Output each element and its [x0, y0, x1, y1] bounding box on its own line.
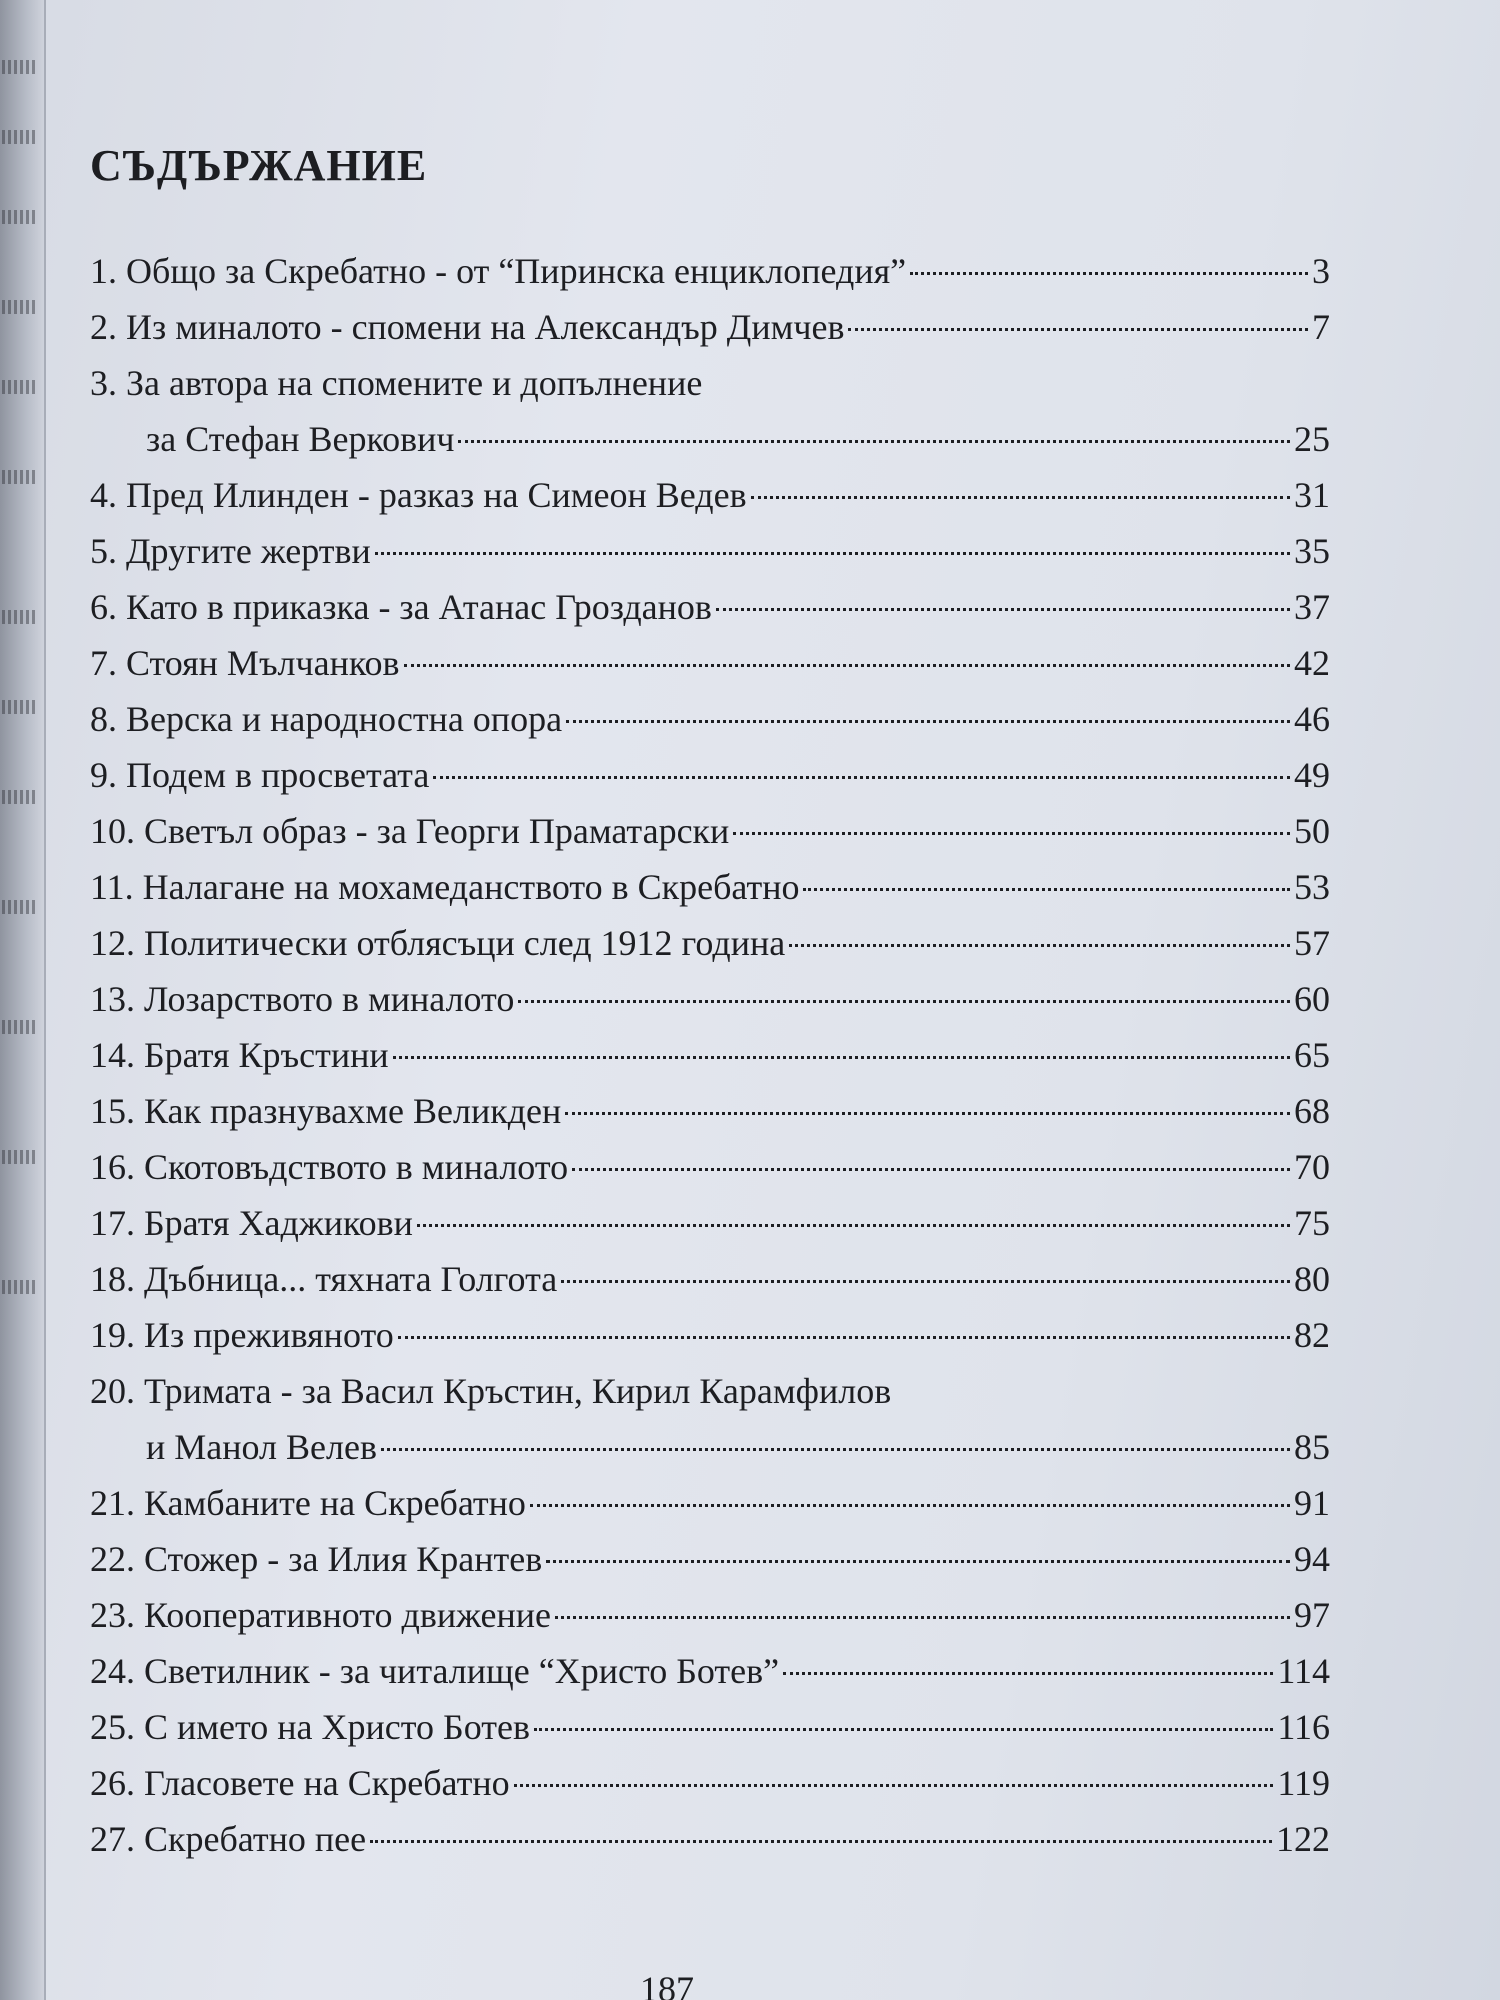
toc-entry-title: за Стефан Веркович	[146, 419, 455, 459]
toc-entry-page: 53	[1294, 867, 1330, 907]
toc-entry-line	[90, 1307, 1330, 1363]
toc-entry-page: 82	[1294, 1315, 1330, 1355]
dot-leader	[733, 832, 1290, 835]
toc-entry-title: 7. Стоян Мълчанков	[90, 643, 400, 683]
dot-leader	[370, 1840, 1272, 1843]
toc-entry	[90, 1475, 1330, 1531]
toc-entry-page: 49	[1294, 755, 1330, 795]
toc-entry-line	[90, 1811, 1330, 1867]
toc-entry-title: 19. Из преживяното	[90, 1315, 394, 1355]
dot-leader	[751, 496, 1290, 499]
edge-text-fragment	[2, 1020, 38, 1034]
toc-entry-page: 68	[1294, 1091, 1330, 1131]
toc-entry-title: 6. Като в приказка - за Атанас Грозданов	[90, 587, 712, 627]
dot-leader	[375, 552, 1290, 555]
dot-leader	[514, 1784, 1274, 1787]
toc-entry	[90, 915, 1330, 971]
toc-entry-line	[90, 691, 1330, 747]
toc-entry-line	[90, 747, 1330, 803]
toc-entry-continuation	[90, 1419, 1330, 1475]
toc-entry-line	[90, 635, 1330, 691]
toc-entry	[90, 1643, 1330, 1699]
toc-entry	[90, 1811, 1330, 1867]
toc-entry-line	[90, 1531, 1330, 1587]
toc-entry-line	[90, 355, 1330, 411]
toc-entry-line	[90, 579, 1330, 635]
edge-text-fragment	[2, 130, 38, 144]
dot-leader	[398, 1336, 1290, 1339]
toc-entry-page: 119	[1277, 1763, 1330, 1803]
toc-entry	[90, 1755, 1330, 1811]
toc-entry-page: 114	[1277, 1651, 1330, 1691]
edge-text-fragment	[2, 900, 38, 914]
dot-leader	[458, 440, 1290, 443]
toc-entry-title: 25. С името на Христо Ботев	[90, 1707, 530, 1747]
toc-entry-line	[90, 1195, 1330, 1251]
toc-entry	[90, 1251, 1330, 1307]
dot-leader	[848, 328, 1308, 331]
toc-entry-title: 5. Другите жертви	[90, 531, 371, 571]
toc-entry-page: 94	[1294, 1539, 1330, 1579]
dot-leader	[546, 1560, 1290, 1563]
dot-leader	[530, 1504, 1290, 1507]
toc-entry-title: 18. Дъбница... тяхната Голгота	[90, 1259, 558, 1299]
dot-leader	[783, 1672, 1273, 1675]
toc-entry-title: 24. Светилник - за читалище “Христо Ботев”	[90, 1651, 780, 1691]
toc-entry-page: 75	[1294, 1203, 1330, 1243]
toc-entry-line	[90, 1083, 1330, 1139]
toc-entry-line	[90, 1475, 1330, 1531]
toc-entry-title: 17. Братя Хаджикови	[90, 1203, 413, 1243]
edge-text-fragment	[2, 1280, 38, 1294]
dot-leader	[572, 1168, 1290, 1171]
edge-text-fragment	[2, 210, 38, 224]
toc-entry-title: 16. Скотовъдството в миналото	[90, 1147, 569, 1187]
toc-entry-line	[90, 299, 1330, 355]
dot-leader	[433, 776, 1290, 779]
edge-text-fragment	[2, 790, 38, 804]
toc-entry-page: 3	[1312, 251, 1330, 291]
toc-entry-title: 4. Пред Илинден - разказ на Симеон Ведев	[90, 475, 747, 515]
toc-entry-title: и Манол Велев	[146, 1427, 377, 1467]
dot-leader	[910, 272, 1308, 275]
toc-entry-line	[90, 859, 1330, 915]
toc-entry	[90, 523, 1330, 579]
dot-leader	[555, 1616, 1290, 1619]
toc-entry-line	[90, 1251, 1330, 1307]
toc-entry-title: 9. Подем в просветата	[90, 755, 430, 795]
toc-entry-page: 97	[1294, 1595, 1330, 1635]
dot-leader	[518, 1000, 1290, 1003]
toc-entry-title: 21. Камбаните на Скребатно	[90, 1483, 526, 1523]
dot-leader	[566, 720, 1290, 723]
toc-entry	[90, 635, 1330, 691]
toc-entry	[90, 1083, 1330, 1139]
dot-leader	[534, 1728, 1273, 1731]
toc-entry	[90, 1139, 1330, 1195]
edge-text-fragment	[2, 300, 38, 314]
toc-entry-line	[90, 1699, 1330, 1755]
toc-entry	[90, 971, 1330, 1027]
toc-entry	[90, 1195, 1330, 1251]
toc-entry-line	[90, 243, 1330, 299]
toc-entry-title: 3. За автора на спомените и допълнение	[90, 363, 703, 403]
toc-entry-title: 8. Верска и народностна опора	[90, 699, 563, 739]
toc-entry-title: 10. Светъл образ - за Георги Праматарски	[90, 811, 730, 851]
toc-entry-line	[90, 1643, 1330, 1699]
dot-leader	[404, 664, 1290, 667]
toc-entry-page: 46	[1294, 699, 1330, 739]
toc-entry-title: 22. Стожер - за Илия Крантев	[90, 1539, 543, 1579]
dot-leader	[561, 1280, 1290, 1283]
toc-entry	[90, 1307, 1330, 1363]
toc-entry	[90, 579, 1330, 635]
toc-entry-continuation	[90, 411, 1330, 467]
dot-leader	[565, 1112, 1290, 1115]
edge-text-fragment	[2, 380, 38, 394]
toc-entry	[90, 1027, 1330, 1083]
edge-text-fragment	[2, 700, 38, 714]
toc-entry	[90, 243, 1330, 299]
toc-entry	[90, 299, 1330, 355]
toc-entry-page: 116	[1277, 1707, 1330, 1747]
toc-entry-line	[90, 1139, 1330, 1195]
toc-entry	[90, 691, 1330, 747]
edge-text-fragment	[2, 470, 38, 484]
toc-entry	[90, 859, 1330, 915]
toc-entry-page: 57	[1294, 923, 1330, 963]
toc-entry-page: 91	[1294, 1483, 1330, 1523]
dot-leader	[381, 1448, 1290, 1451]
toc-entry-page: 70	[1294, 1147, 1330, 1187]
toc-entry-line	[90, 1587, 1330, 1643]
toc-heading: СЪДЪРЖАНИЕ	[90, 141, 428, 190]
edge-text-fragment	[2, 1150, 38, 1164]
toc-entry	[90, 747, 1330, 803]
toc-entry	[90, 1363, 1330, 1475]
adjacent-page-edge	[0, 0, 46, 2000]
dot-leader	[393, 1056, 1290, 1059]
toc-entry-line	[90, 803, 1330, 859]
toc-entry	[90, 467, 1330, 523]
toc-entry-page: 31	[1294, 475, 1330, 515]
toc-entry-line	[90, 1755, 1330, 1811]
dot-leader	[789, 944, 1290, 947]
toc-entry-page: 7	[1312, 307, 1330, 347]
toc-entry-page: 25	[1294, 419, 1330, 459]
toc-entry-page: 35	[1294, 531, 1330, 571]
toc-entry-title: 13. Лозарството в миналото	[90, 979, 515, 1019]
toc-entry	[90, 1531, 1330, 1587]
table-of-contents-page	[90, 140, 1330, 1867]
toc-entry-title: 20. Тримата - за Васил Кръстин, Кирил Карамфилов	[90, 1371, 892, 1411]
toc-entry	[90, 1587, 1330, 1643]
toc-entry-line	[90, 467, 1330, 523]
toc-entry-page: 65	[1294, 1035, 1330, 1075]
toc-entry-line	[90, 971, 1330, 1027]
toc-entry-title: 27. Скребатно пее	[90, 1819, 367, 1859]
toc-entry-page: 50	[1294, 811, 1330, 851]
toc-entry-title: 14. Братя Кръстини	[90, 1035, 389, 1075]
toc-entry-page: 60	[1294, 979, 1330, 1019]
toc-entry-page: 122	[1276, 1819, 1330, 1859]
toc-entry	[90, 803, 1330, 859]
dot-leader	[716, 608, 1290, 611]
toc-entry-page: 42	[1294, 643, 1330, 683]
toc-entry	[90, 355, 1330, 467]
toc-entry-title: 12. Политически отблясъци след 1912 година	[90, 923, 786, 963]
edge-text-fragment	[2, 610, 38, 624]
toc-entry-line	[90, 523, 1330, 579]
toc-entry-line	[90, 915, 1330, 971]
dot-leader	[417, 1224, 1290, 1227]
toc-entry-title: 11. Налагане на мохамеданството в Скребатно	[90, 867, 800, 907]
toc-entry-title: 2. Из миналото - спомени на Александър Димчев	[90, 307, 845, 347]
toc-entry-title: 15. Как празнувахме Великден	[90, 1091, 562, 1131]
toc-entry-page: 85	[1294, 1427, 1330, 1467]
toc-list	[90, 243, 1330, 1867]
toc-entry-page: 80	[1294, 1259, 1330, 1299]
toc-entry-line	[90, 1027, 1330, 1083]
toc-entry-line	[90, 1363, 1330, 1419]
edge-text-fragment	[2, 60, 38, 74]
toc-entry	[90, 1699, 1330, 1755]
toc-entry-title: 26. Гласовете на Скребатно	[90, 1763, 510, 1803]
page-number: 187	[640, 1969, 694, 2000]
toc-entry-page: 37	[1294, 587, 1330, 627]
toc-entry-title: 23. Кооперативното движение	[90, 1595, 552, 1635]
dot-leader	[803, 888, 1290, 891]
toc-entry-title: 1. Общо за Скребатно - от “Пиринска енциклопедия”	[90, 251, 907, 291]
